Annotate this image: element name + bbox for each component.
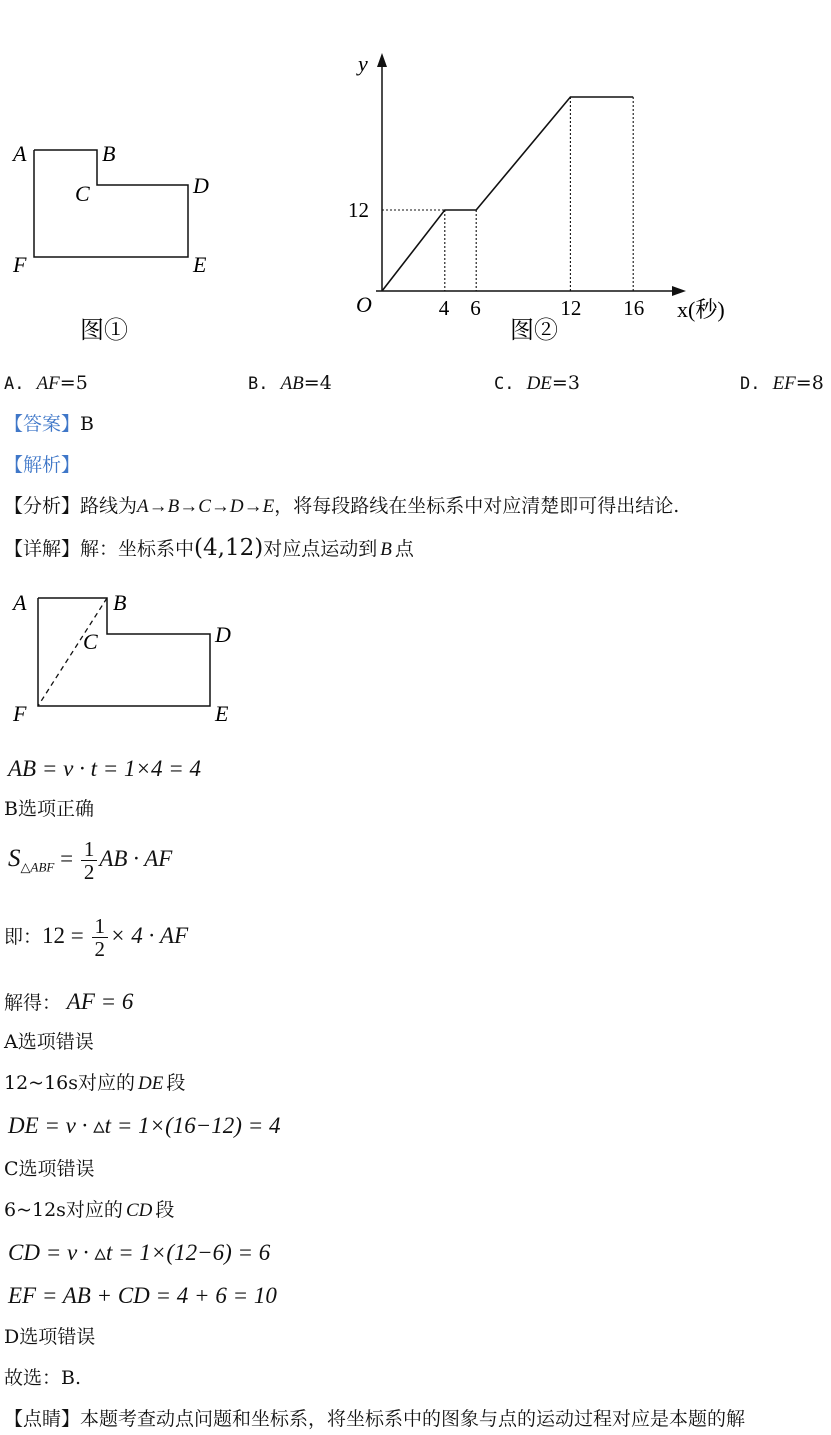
a-wrong-line: A选项错误 xyxy=(4,1031,94,1053)
fig2-caption: 图② xyxy=(510,318,558,344)
option-c[interactable] xyxy=(494,374,580,393)
ef-equation: EF = AB + CD = 4 + 6 = 10 xyxy=(8,1283,277,1308)
ji-pre: 即： xyxy=(4,925,43,948)
x-axis-label: x(秒) xyxy=(677,297,725,322)
fig1-label-d: D xyxy=(193,173,209,198)
fenxi-route: A→B→C→D→E xyxy=(137,496,275,517)
figure-1-outline xyxy=(34,150,188,257)
option-b[interactable] xyxy=(248,374,332,393)
area-sub: △ABF xyxy=(20,859,55,875)
graph-line xyxy=(382,97,633,291)
jiede-eq: AF = 6 xyxy=(66,989,134,1014)
answer-line xyxy=(4,415,94,434)
fig1-label-b: B xyxy=(102,141,116,166)
dianjing-tag: 【点睛】 xyxy=(4,1408,81,1430)
option-c-val: =3 xyxy=(551,372,580,394)
figure-1 xyxy=(0,130,230,350)
option-d[interactable] xyxy=(740,374,824,393)
dianjing-text: 本题考查动点问题和坐标系，将坐标系中的图象与点的运动过程对应是本题的解 xyxy=(80,1408,746,1430)
fenxi-line xyxy=(4,497,679,516)
option-a-var: AF xyxy=(36,373,60,394)
xiangjie-pre: 解：坐标系中 xyxy=(80,538,195,560)
fig1-label-c: C xyxy=(75,181,90,206)
fig3-label-a: A xyxy=(13,590,27,615)
d-wrong-line: D选项错误 xyxy=(4,1326,96,1348)
option-d-val: =8 xyxy=(795,372,824,394)
option-c-letter: C. xyxy=(494,374,515,394)
area-fraction xyxy=(81,838,98,883)
xiangjie-var: B xyxy=(380,539,392,560)
area-frac-den: 2 xyxy=(83,860,95,885)
ji-equation xyxy=(4,915,188,960)
ji-lhs: 12 = xyxy=(42,922,84,948)
area-rhs: AB · AF xyxy=(99,845,173,871)
area-equation xyxy=(8,838,172,883)
ji-fraction xyxy=(92,915,109,960)
cd-var: CD xyxy=(125,1200,153,1221)
cd-equation: CD = v · ▵t = 1×(12−6) = 6 xyxy=(8,1240,271,1265)
c-wrong-line: C选项错误 xyxy=(4,1158,95,1180)
fig1-label-a: A xyxy=(13,141,27,166)
y-tick-12: 12 xyxy=(348,198,369,222)
fig3-label-c: C xyxy=(83,629,98,654)
cd-range: 6~12s对应的 xyxy=(4,1199,123,1221)
fig3-label-b: B xyxy=(113,590,127,615)
option-c-var: DE xyxy=(526,373,552,394)
fenxi-tag: 【分析】 xyxy=(4,495,81,517)
xiangjie-point: (4,12) xyxy=(194,535,264,561)
de-equation: DE = v · ▵t = 1×(16−12) = 4 xyxy=(8,1113,281,1138)
de-seg: 段 xyxy=(166,1072,186,1094)
area-eq: = xyxy=(54,845,74,871)
fig3-label-d: D xyxy=(215,622,231,647)
x-tick-12: 12 xyxy=(560,296,582,320)
xiangjie-post: 点 xyxy=(394,538,414,560)
guxuan-line: 故选：B. xyxy=(4,1367,82,1389)
area-s: S xyxy=(8,844,21,872)
ji-frac-num: 1 xyxy=(92,915,109,938)
dianjing-line xyxy=(4,1410,745,1429)
option-a[interactable] xyxy=(4,374,88,393)
de-var: DE xyxy=(138,1073,164,1094)
option-d-var: EF xyxy=(772,373,796,394)
ji-rhs: × 4 · AF xyxy=(110,922,189,948)
ji-frac-den: 2 xyxy=(94,937,105,962)
ab-equation: AB = v · t = 1×4 = 4 xyxy=(8,756,202,781)
fenxi-post: ，将每段路线在坐标系中对应清楚即可得出结论. xyxy=(274,495,680,517)
fenxi-pre: 路线为 xyxy=(80,495,138,517)
origin-label: O xyxy=(356,292,372,317)
de-range: 12~16s对应的 xyxy=(4,1072,136,1094)
b-correct-line: B选项正确 xyxy=(4,798,94,820)
fig1-caption: 图① xyxy=(80,318,128,344)
xiangjie-line xyxy=(4,537,414,560)
figure-3 xyxy=(0,585,260,735)
fig3-label-e: E xyxy=(215,701,229,726)
answer-tag: 【答案】 xyxy=(4,413,81,435)
option-a-letter: A. xyxy=(4,374,25,394)
cd-seg: 段 xyxy=(155,1199,175,1221)
area-frac-num: 1 xyxy=(81,838,98,861)
option-b-val: =4 xyxy=(303,372,332,394)
option-a-val: =5 xyxy=(59,372,88,394)
figure-2-graph xyxy=(340,45,740,345)
cd-range-line xyxy=(4,1201,174,1220)
de-range-line xyxy=(4,1074,185,1093)
x-tick-16: 16 xyxy=(623,296,645,320)
fig3-label-f: F xyxy=(13,701,27,726)
y-axis-arrow xyxy=(377,53,387,67)
option-b-var: AB xyxy=(280,373,304,394)
fig1-label-f: F xyxy=(13,252,27,277)
xiangjie-tag: 【详解】 xyxy=(4,538,81,560)
answer-value: B xyxy=(80,413,94,435)
option-d-letter: D. xyxy=(740,374,761,394)
y-axis-label: y xyxy=(358,51,368,76)
x-axis-arrow xyxy=(672,286,686,296)
analysis-tag: 【解析】 xyxy=(4,454,81,476)
x-tick-6: 6 xyxy=(470,296,481,320)
option-b-letter: B. xyxy=(248,374,269,394)
jiede-line xyxy=(4,988,133,1015)
fig1-label-e: E xyxy=(193,252,207,277)
xiangjie-mid: 对应点运动到 xyxy=(263,538,378,560)
jiede-pre: 解得： xyxy=(4,992,62,1014)
x-tick-4: 4 xyxy=(438,296,450,320)
